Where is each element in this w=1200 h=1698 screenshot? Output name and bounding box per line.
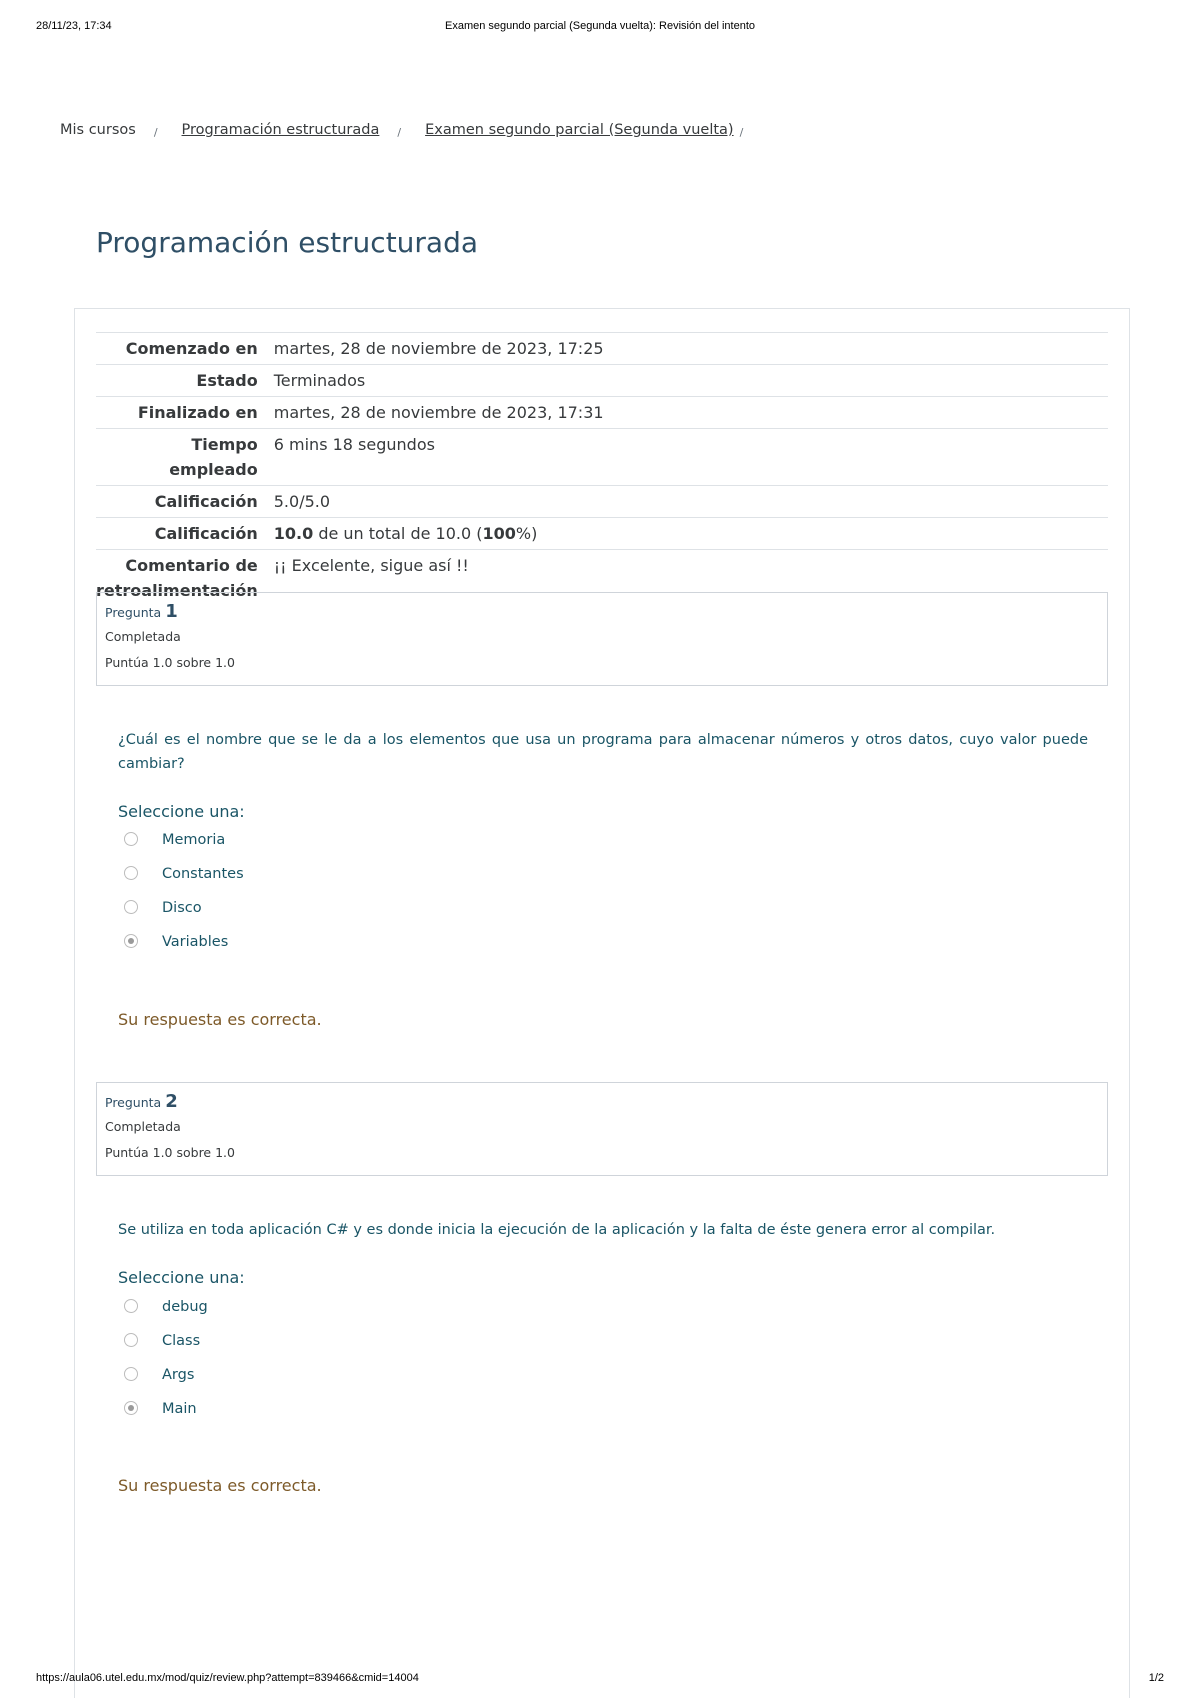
radio-button-selected[interactable] [124,934,138,948]
answer-label: Memoria [162,832,226,848]
page-title: Programación estructurada [96,226,479,259]
print-header [36,20,1164,36]
question-info-2 [96,1082,1108,1176]
question-grade: Puntúa 1.0 sobre 1.0 [105,655,235,670]
radio-button[interactable] [124,1333,138,1347]
question-number-value: 1 [165,601,178,622]
summary-label: Comenzado en [125,339,258,358]
breadcrumb-separator: / [397,126,402,139]
print-title: Examen segundo parcial (Segunda vuelta): Revisión del intento [444,20,756,32]
breadcrumb-quiz[interactable]: Examen segundo parcial (Segunda vuelta) [425,122,734,138]
answer-prompt-1: Seleccione una: [118,802,245,821]
answer-label: Constantes [162,866,244,882]
answer-label: Disco [162,900,202,916]
summary-value: 5.0/5.0 [273,492,331,511]
question-number [105,1091,1099,1112]
breadcrumb-course[interactable]: Programación estructurada [181,122,380,138]
radio-button-selected[interactable] [124,1401,138,1415]
breadcrumb-my-courses[interactable]: Mis cursos [60,122,136,138]
question-info-1 [96,592,1108,686]
grade-text: %) [515,524,538,543]
grade-text: de un total de 10.0 ( [313,524,483,543]
question-state: Completada [105,1119,181,1134]
summary-row-finished [96,397,1108,429]
summary-value: Terminados [273,371,366,390]
summary-label: Finalizado en [137,403,258,422]
summary-label: Calificación [154,492,258,511]
answer-feedback-1: Su respuesta es correcta. [118,1010,322,1029]
question-grade: Puntúa 1.0 sobre 1.0 [105,1145,235,1160]
radio-button[interactable] [124,1367,138,1381]
grade-percent: 100 [482,524,516,543]
answer-label: Variables [162,934,229,950]
radio-button[interactable] [124,832,138,846]
radio-button[interactable] [124,1299,138,1313]
answer-feedback-2: Su respuesta es correcta. [118,1476,322,1495]
answer-label: Main [162,1401,197,1417]
breadcrumb [60,122,743,138]
answer-label: Args [162,1367,195,1383]
print-footer [36,1672,1164,1688]
summary-value [266,518,1108,550]
summary-label-line: empleado [169,460,258,479]
summary-label: Calificación [154,524,258,543]
summary-value: martes, 28 de noviembre de 2023, 17:25 [273,339,604,358]
summary-value: martes, 28 de noviembre de 2023, 17:31 [273,403,604,422]
answer-prompt-2: Seleccione una: [118,1268,245,1287]
summary-label [96,429,266,486]
breadcrumb-separator: / [739,126,744,139]
print-url: https://aula06.utel.edu.mx/mod/quiz/review.php?attempt=839466&cmid=14004 [36,1672,419,1684]
question-state: Completada [105,629,181,644]
answer-label: debug [162,1299,208,1315]
grade-score: 10.0 [273,524,314,543]
summary-label: Estado [196,371,258,390]
summary-row-time-taken [96,429,1108,486]
summary-label-line: retroalimentación [96,581,258,600]
summary-row-marks [96,486,1108,518]
summary-value: 6 mins 18 segundos [273,435,435,454]
summary-label-line: Comentario de [125,556,258,575]
breadcrumb-separator: / [153,126,158,139]
summary-value: ¡¡ Excelente, sigue así !! [273,556,469,575]
summary-row-state [96,365,1108,397]
summary-row-grade [96,518,1108,550]
radio-button[interactable] [124,900,138,914]
question-label: Pregunta [105,1095,162,1110]
question-label: Pregunta [105,605,162,620]
summary-label-line: Tiempo [191,435,258,454]
question-number-value: 2 [165,1091,178,1112]
question-text-2: Se utiliza en toda aplicación C# y es donde inicia la ejecución de la aplicación y la falta de éste genera error al compilar. [118,1222,996,1238]
question-text-1: ¿Cuál es el nombre que se le da a los elementos que usa un programa para almacenar números y otros datos, cuyo valor puede cambiar? [118,732,1088,772]
attempt-summary-table [96,332,1108,606]
radio-button[interactable] [124,866,138,880]
summary-row-started [96,333,1108,365]
print-page-number: 1/2 [1148,1672,1164,1684]
question-number [105,601,1099,622]
answer-label: Class [162,1333,201,1349]
print-datetime: 28/11/23, 17:34 [36,20,112,32]
